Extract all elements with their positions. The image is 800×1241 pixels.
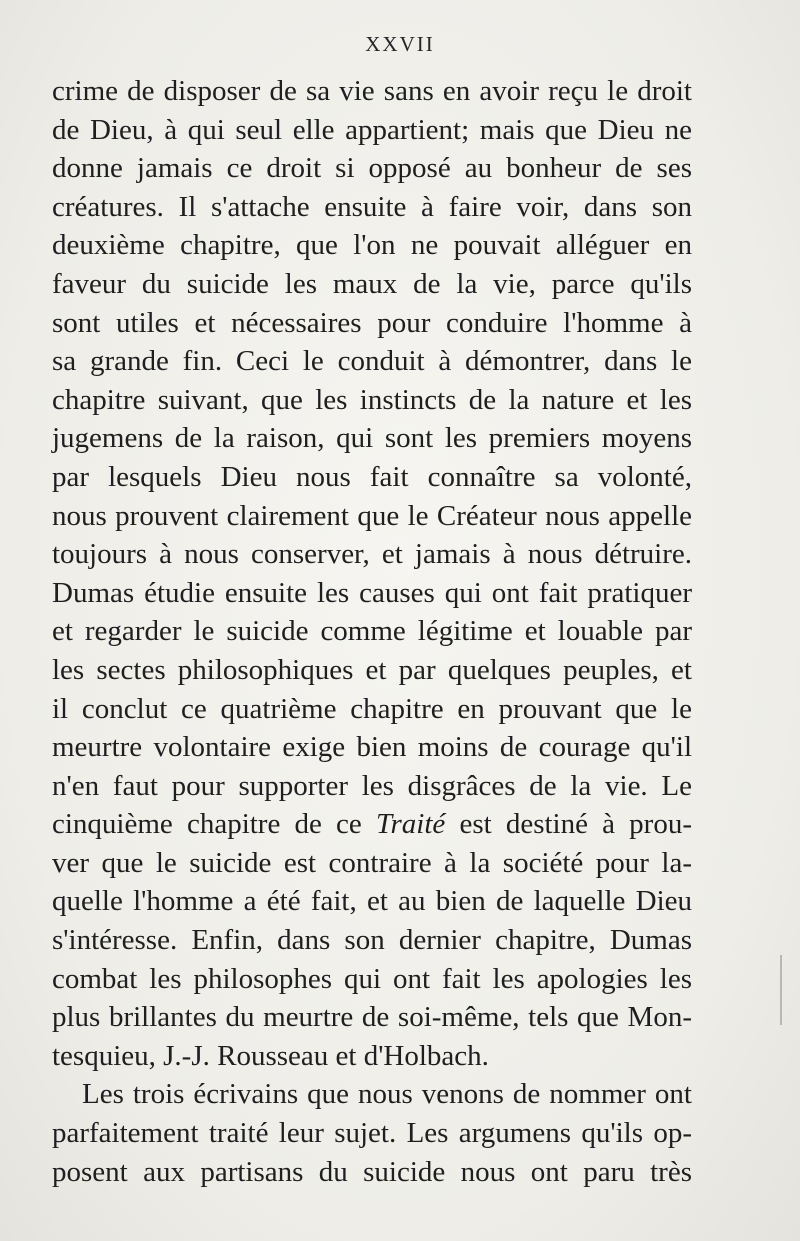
text-line: tesquieu, J.-J. Rousseau et d'Holbach.	[52, 1039, 489, 1072]
text-line: créatures. Il s'attache ensuite à faire voir, dans son	[52, 190, 692, 223]
text-line: par lesquels Dieu nous fait connaître sa volonté,	[52, 460, 692, 493]
text-line: les sectes philosophiques et par quelques peuples, et	[52, 653, 692, 686]
text-line: crime de disposer de sa vie sans en avoir reçu le droit	[52, 75, 692, 107]
body-text	[52, 72, 692, 1191]
italic-title: Traité	[375, 808, 446, 841]
text-line: chapitre suivant, que les instincts de la nature et les	[52, 383, 692, 416]
text-line: de Dieu, à qui seul elle appartient; mais que Dieu ne	[52, 113, 692, 146]
text-line: Dumas étudie ensuite les causes qui ont fait pratiquer	[52, 576, 692, 609]
text-line: posent aux partisans du suicide nous ont paru très	[52, 1155, 692, 1188]
text-line: deuxième chapitre, que l'on ne pouvait alléguer en	[52, 229, 692, 262]
text-line: jugemens de la raison, qui sont les premiers moyens	[52, 422, 692, 455]
text-line: faveur du suicide les maux de la vie, parce qu'ils	[52, 267, 692, 300]
text-line: meurtre volontaire exige bien moins de courage qu'il	[52, 731, 692, 764]
text-line: combat les philosophes qui ont fait les apologies les	[52, 962, 692, 995]
text-line: Les trois écrivains que nous venons de nommer ont	[82, 1078, 692, 1111]
text-line: parfaitement traité leur sujet. Les argumens qu'ils op-	[52, 1117, 692, 1150]
text-line: donne jamais ce droit si opposé au bonheur de ses	[52, 152, 692, 185]
text-line: sont utiles et nécessaires pour conduire l'homme à	[52, 306, 692, 339]
text-line: toujours à nous conserver, et jamais à nous détruire.	[52, 538, 692, 571]
page-number: XXVII	[365, 32, 435, 56]
text-line: et regarder le suicide comme légitime et louable par	[52, 615, 692, 648]
text-line: ver que le suicide est contraire à la société pour la-	[52, 846, 692, 879]
text-line: s'intéresse. Enfin, dans son dernier chapitre, Dumas	[52, 924, 692, 957]
text-line: nous prouvent clairement que le Créateur nous appelle	[52, 499, 692, 532]
margin-mark	[780, 955, 782, 1025]
text-line: sa grande fin. Ceci le conduit à démontrer, dans le	[52, 345, 692, 378]
text-line: il conclut ce quatrième chapitre en prouvant que le	[52, 692, 692, 725]
text-line: quelle l'homme a été fait, et au bien de laquelle Dieu	[52, 885, 692, 918]
text-line: cinquième chapitre de ce Traité est destiné à prou-	[52, 808, 692, 841]
text-line: plus brillantes du meurtre de soi-même, tels que Mon-	[52, 1001, 692, 1034]
text-line: n'en faut pour supporter les disgrâces de la vie. Le	[52, 769, 692, 802]
